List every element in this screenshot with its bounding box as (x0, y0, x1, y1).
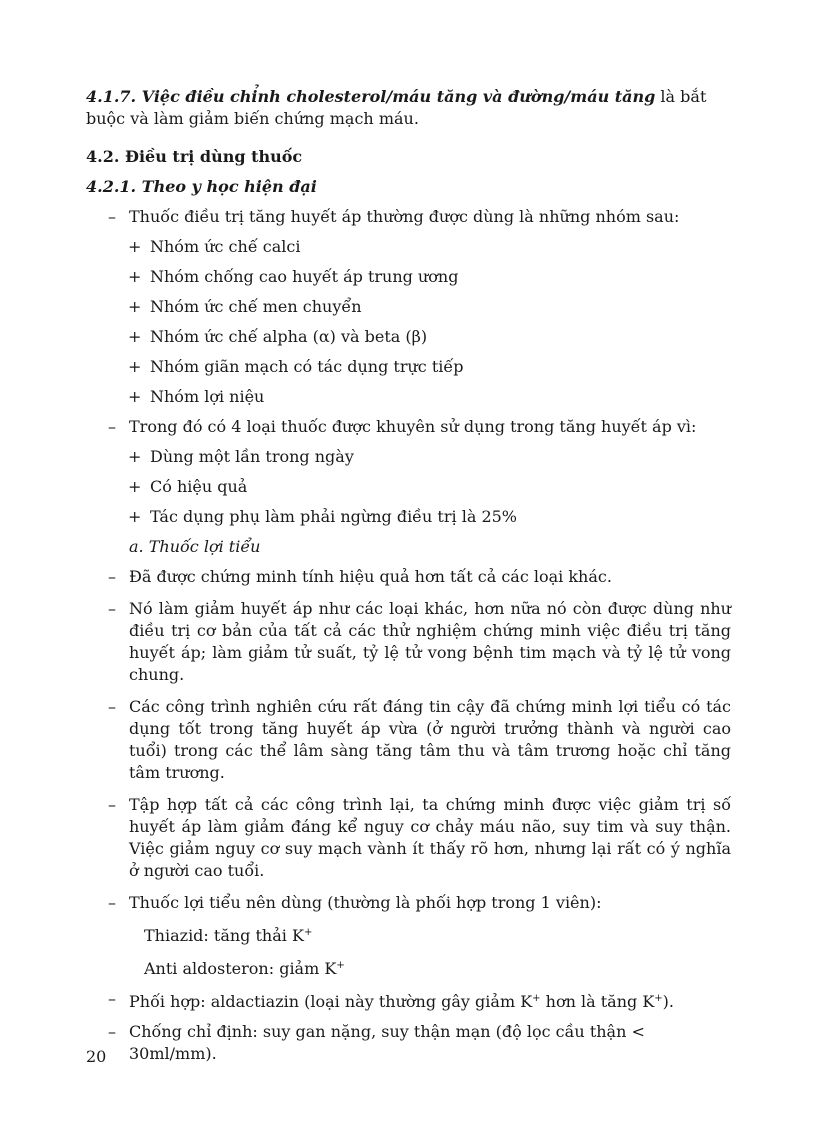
plus-marker: + (128, 237, 142, 256)
list-item (86, 1021, 731, 1065)
dash-marker: – (108, 1022, 116, 1041)
anti-aldosteron-text: Anti aldosteron: giảm K (144, 959, 337, 978)
dash-marker: – (108, 567, 116, 586)
plus-marker: + (128, 507, 142, 526)
phoi-hop-text: Phối hợp: aldactiazin (loại này thường gây giảm K (129, 992, 533, 1011)
diuretic-point: Các công trình nghiên cứu rất đáng tin cậy đã chứng minh lợi tiểu có tác dụng tốt trong tăng huyết áp vừa (ở người trưởng thành và người cao tuổi) trong các thể lâm sàng tăng tâm thu và tâm trương hoặc chỉ tăng tâm trương. (129, 697, 731, 782)
list-item (86, 506, 731, 528)
list-item (86, 696, 731, 784)
list-item (86, 794, 731, 882)
intro-text-1: là bắt (655, 87, 707, 106)
phoi-hop-text: hơn là tăng K (540, 992, 655, 1011)
dash-marker: – (108, 599, 116, 618)
list-item (86, 236, 731, 258)
thiazid-text: Thiazid: tăng thải K (144, 926, 304, 945)
plus-marker: + (128, 297, 142, 316)
recommended-item: Có hiệu quả (150, 477, 248, 496)
diuretic-point: Tập hợp tất cả các công trình lại, ta chứng minh được việc giảm trị số huyết áp làm giảm đáng kể nguy cơ chảy máu não, suy tim và suy thận. Việc giảm nguy cơ suy mạch vành ít thấy rõ hơn, nhưng lại rất có ý nghĩa ở người cao tuổi. (129, 795, 731, 880)
list-item (86, 598, 731, 686)
diuretic-point: Nó làm giảm huyết áp như các loại khác, hơn nữa nó còn được dùng như điều trị cơ bản của tất cả các thử nghiệm chứng minh việc điều trị tăng huyết áp; làm giảm tử suất, tỷ lệ tử vong bệnh tim mạch và tỷ lệ tử vong chung. (129, 599, 731, 684)
dash-marker: – (108, 207, 116, 226)
plus-marker: + (128, 357, 142, 376)
list-item (86, 266, 731, 288)
thiazid-line (86, 922, 731, 947)
plus-marker: + (128, 267, 142, 286)
dash-marker: – (108, 989, 116, 1008)
list-item (86, 988, 731, 1013)
list-item (86, 476, 731, 498)
drug-group-item: Nhóm ức chế men chuyển (150, 297, 362, 316)
list-item (86, 386, 731, 408)
plus-marker: + (128, 387, 142, 406)
drug-group-item: Nhóm ức chế calci (150, 237, 301, 256)
section-heading-4-2: 4.2. Điều trị dùng thuốc (86, 147, 303, 166)
superscript: + (532, 993, 541, 1004)
list-item (86, 566, 731, 588)
list-item (86, 296, 731, 318)
recommended-lead: Trong đó có 4 loại thuốc được khuyên sử dụng trong tăng huyết áp vì: (129, 417, 697, 436)
recommended-item: Dùng một lần trong ngày (150, 447, 354, 466)
contraindication-text: Chống chỉ định: suy gan nặng, suy thận mạn (độ lọc cầu thận < 30ml/mm). (129, 1022, 645, 1063)
dash-marker: – (108, 795, 116, 814)
subsection-heading-a: a. Thuốc lợi tiểu (129, 537, 261, 556)
page-number: 20 (86, 1047, 107, 1066)
list-item (86, 356, 731, 378)
drug-groups-lead: Thuốc điều trị tăng huyết áp thường được dùng là những nhóm sau: (129, 207, 680, 226)
dash-marker: – (108, 893, 116, 912)
superscript: + (336, 960, 345, 971)
drug-group-item: Nhóm chống cao huyết áp trung ương (150, 267, 459, 286)
list-item (86, 206, 731, 228)
plus-marker: + (128, 327, 142, 346)
section-heading-4-2-1: 4.2.1. Theo y học hiện đại (86, 177, 317, 196)
intro-heading: 4.1.7. Việc điều chỉnh cholesterol/máu tăng và đường/máu tăng (86, 87, 656, 106)
recommended-item: Tác dụng phụ làm phải ngừng điều trị là 25% (150, 507, 517, 526)
drug-group-item: Nhóm giãn mạch có tác dụng trực tiếp (150, 357, 464, 376)
intro-paragraph (86, 86, 731, 130)
drug-group-item: Nhóm ức chế alpha (α) và beta (β) (150, 327, 428, 346)
diuretic-point: Thuốc lợi tiểu nên dùng (thường là phối hợp trong 1 viên): (129, 893, 602, 912)
list-item (86, 416, 731, 438)
dash-marker: – (108, 697, 116, 716)
dash-marker: – (108, 417, 116, 436)
diuretic-point: Đã được chứng minh tính hiệu quả hơn tất cả các loại khác. (129, 567, 612, 586)
list-item (86, 892, 731, 914)
intro-text-2: buộc và làm giảm biến chứng mạch máu. (86, 109, 419, 128)
anti-aldosteron-line (86, 955, 731, 980)
phoi-hop-text: ). (662, 992, 674, 1011)
page-content (86, 86, 731, 1065)
plus-marker: + (128, 477, 142, 496)
superscript: + (303, 927, 313, 938)
list-item (86, 326, 731, 348)
drug-group-item: Nhóm lợi niệu (150, 387, 265, 406)
plus-marker: + (128, 447, 142, 466)
list-item (86, 446, 731, 468)
superscript: + (654, 993, 663, 1004)
